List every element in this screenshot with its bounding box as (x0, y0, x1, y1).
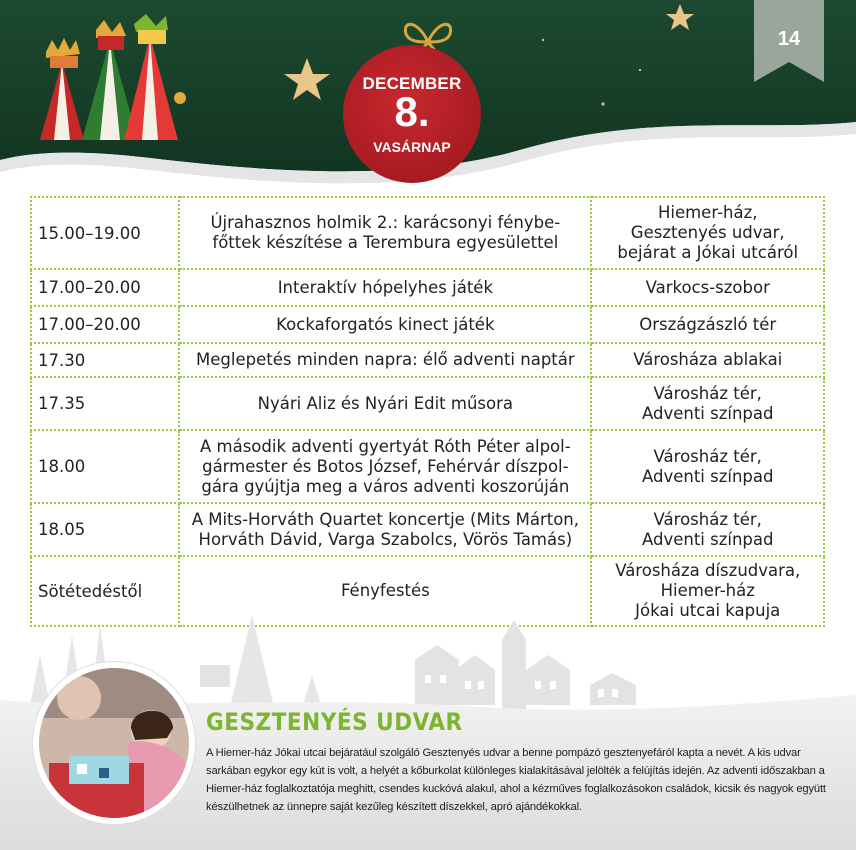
date-badge (343, 45, 481, 183)
event-cell (179, 503, 591, 556)
place-cell (591, 197, 824, 269)
place-line: Gesztenyés udvar, (630, 223, 785, 242)
page-number: 14 (777, 28, 801, 50)
place-cell (591, 343, 824, 377)
photo-illustration (39, 668, 189, 818)
time-cell: 17.00–20.00 (31, 269, 179, 306)
event-line: Interaktív hópelyhes játék (277, 277, 493, 297)
event-line: Horváth Dávid, Varga Szabolcs, Vörös Tamás) (198, 529, 573, 549)
place-line: Városház tér, (653, 446, 762, 466)
event-cell (179, 306, 591, 343)
date-weekday: VASÁRNAP (373, 139, 451, 155)
event-cell (179, 377, 591, 430)
place-line: Jókai utcai kapuja (635, 601, 781, 620)
table-row (31, 269, 824, 306)
event-line: Újrahasznos holmik 2.: karácsonyi fénybe- (210, 213, 561, 232)
table-row (31, 197, 824, 269)
table-row (31, 430, 824, 503)
event-line: Fényfestés (340, 581, 430, 600)
place-line: Országzászló tér (639, 314, 777, 334)
event-cell (179, 430, 591, 503)
place-line: Hiemer-ház, (657, 203, 758, 222)
place-line: bejárat a Jókai utcáról (617, 243, 799, 262)
place-line: Adventi színpad (641, 403, 774, 423)
child-crafting-photo (33, 662, 195, 824)
place-line: Adventi színpad (641, 466, 774, 486)
event-line: főttek készítése a Terembura egyesülettel (212, 233, 559, 252)
place-cell (591, 430, 824, 503)
time-cell: 17.30 (31, 343, 179, 377)
place-cell (591, 306, 824, 343)
page-number-tab (754, 0, 824, 82)
time-cell: 17.00–20.00 (31, 306, 179, 343)
table-row (31, 377, 824, 430)
place-line: Városház tér, (653, 383, 762, 403)
event-cell (179, 197, 591, 269)
place-cell (591, 269, 824, 306)
place-line: Varkocs-szobor (645, 277, 770, 297)
table-row (31, 343, 824, 377)
time-cell: Sötétedéstől (31, 556, 179, 626)
event-cell (179, 269, 591, 306)
event-cell (179, 343, 591, 377)
place-cell (591, 377, 824, 430)
event-line: gármester és Botos József, Fehérvár díszpol- (202, 456, 569, 476)
event-line: Kockaforgatós kinect játék (276, 314, 495, 334)
event-line: Meglepetés minden napra: élő adventi naptár (196, 350, 575, 369)
section-body: A Hiemer-ház Jókai utcai bejáratául szolgáló Gesztenyés udvar a benne pompázó gesztenyefáról kapta a nevét. A kis udvar sarkában egykor egy kút is volt, a helyét a kőburkolat különleges kialakításával jelölték a felújítás idején. Az adventi időszakban a Hiemer-ház foglalkoztatója meghitt, csendes kuckóvá alakul, ahol a kézműves foglalkozásokon családok, kicsik és nagyok együtt készülhetnek az ünnepre saját kezűleg készített díszekkel, apró ajándékokkal. (206, 747, 826, 813)
table-row (31, 503, 824, 556)
place-line: Városháza díszudvara, (615, 561, 801, 580)
event-line: A Mits-Horváth Quartet koncertje (Mits Márton, (191, 509, 580, 529)
time-cell: 17.35 (31, 377, 179, 430)
time-cell: 18.00 (31, 430, 179, 503)
schedule-table (30, 196, 825, 627)
time-cell: 18.05 (31, 503, 179, 556)
place-line: Városház tér, (653, 509, 762, 529)
event-line: Nyári Aliz és Nyári Edit műsora (257, 393, 514, 413)
place-line: Adventi színpad (641, 529, 774, 549)
event-line: gára gyújtja meg a város adventi koszorúján (201, 476, 570, 496)
place-line: Hiemer-ház (660, 581, 755, 600)
date-month: DECEMBER (362, 74, 462, 93)
place-cell (591, 503, 824, 556)
time-cell: 15.00–19.00 (31, 197, 179, 269)
section-heading: GESZTENYÉS UDVAR (206, 708, 463, 736)
date-day: 8. (394, 88, 430, 135)
place-line: Városháza ablakai (633, 350, 783, 369)
table-row (31, 306, 824, 343)
event-line: A második adventi gyertyát Róth Péter alpol- (199, 436, 571, 456)
